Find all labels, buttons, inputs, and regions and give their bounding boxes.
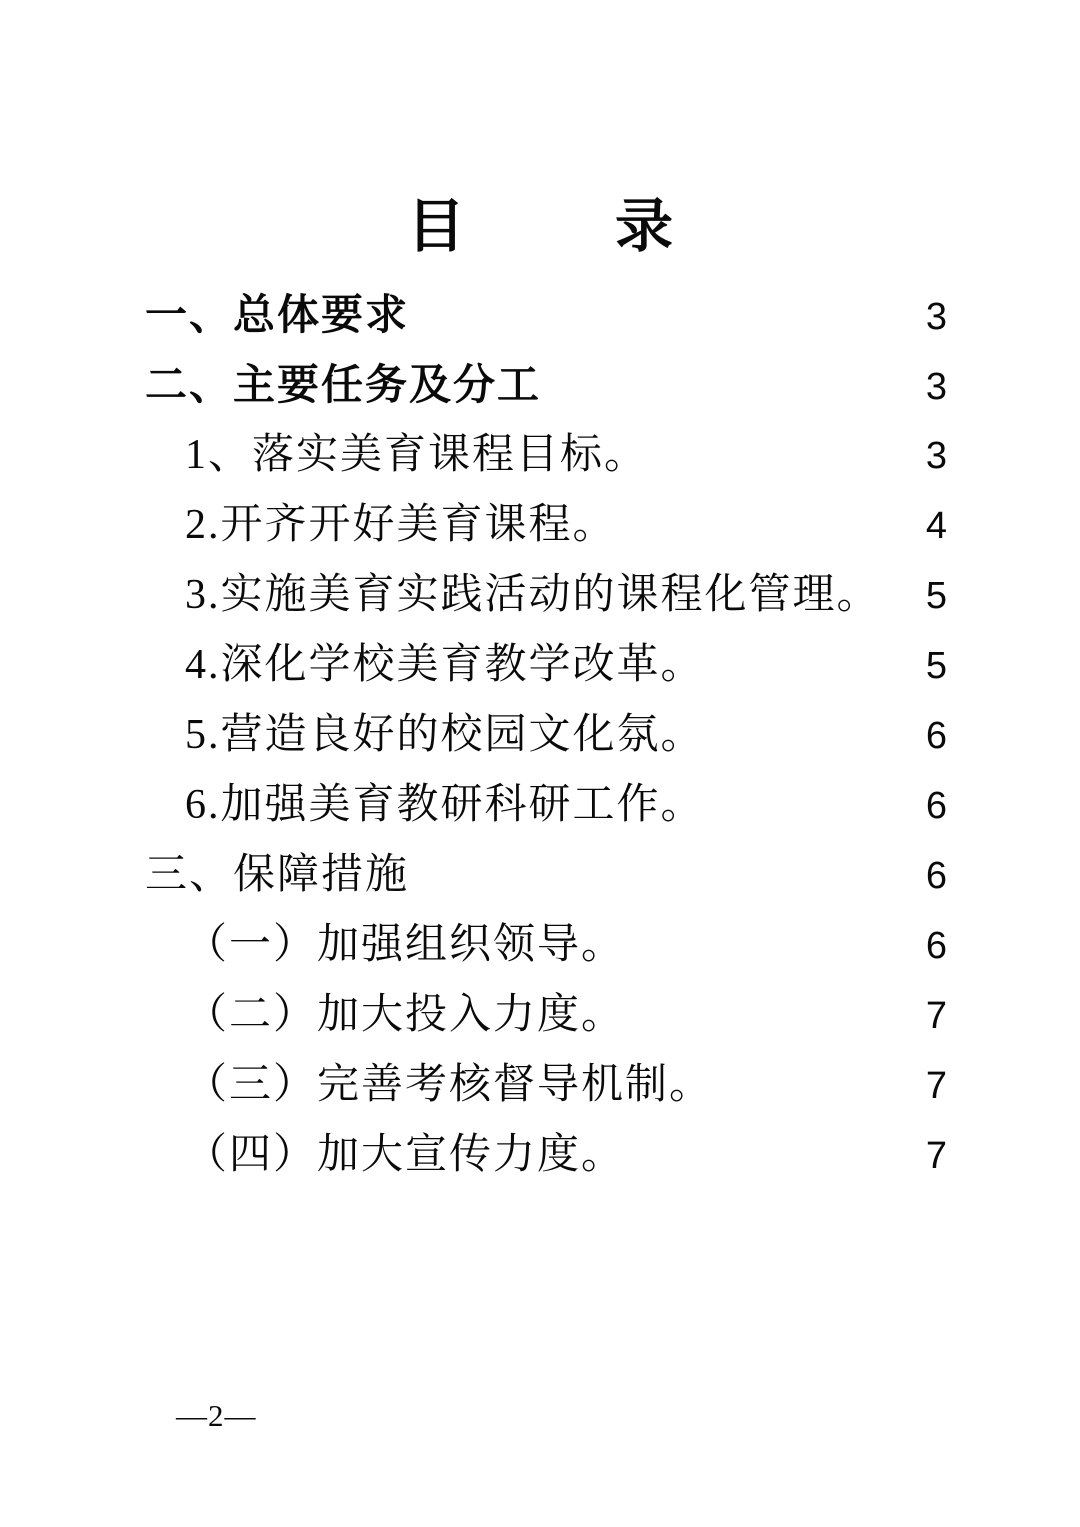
toc-entry-page: 7 [925,995,947,1037]
toc-entry-10 [145,910,947,980]
toc-entry-label: 1、落实美育课程目标。 [185,432,649,478]
toc-entry-page: 6 [925,925,947,967]
toc-entry-4 [145,490,947,560]
toc-entry-6 [145,630,947,700]
footer-page-number: —2— [176,1398,257,1433]
toc-entry-page: 3 [925,296,947,338]
toc-entry-label: 5.营造良好的校园文化氛。 [185,712,705,758]
toc-entry-label: 三、保障措施 [145,852,410,898]
toc-entry-page: 6 [925,855,947,897]
toc-entry-label: 4.深化学校美育教学改革。 [185,642,705,688]
toc-entry-label: （四）加大宣传力度。 [185,1132,626,1178]
toc-entry-12 [145,1050,947,1120]
toc-entry-page: 6 [925,715,947,757]
toc-entry-page: 7 [925,1065,947,1107]
toc-entry-label: 一、总体要求 [145,291,410,338]
toc-entry-page: 6 [925,785,947,827]
table-of-contents [145,280,947,1190]
toc-entry-5 [145,560,947,630]
title-char-mu: 目 [406,194,465,259]
toc-entry-8 [145,770,947,840]
toc-entry-11 [145,980,947,1050]
toc-entry-label: 6.加强美育教研科研工作。 [185,782,705,828]
toc-entry-label: （一）加强组织领导。 [185,922,626,968]
toc-entry-page: 3 [925,435,947,477]
page-title [0,196,1080,258]
toc-entry-page: 7 [925,1135,947,1177]
toc-entry-label: （三）完善考核督导机制。 [185,1062,714,1108]
toc-entry-page: 3 [925,366,947,408]
toc-entry-7 [145,700,947,770]
toc-entry-page: 4 [925,505,947,547]
toc-entry-page: 5 [925,645,947,687]
toc-entry-label: 2.开齐开好美育课程。 [185,502,617,548]
toc-entry-2 [145,350,947,420]
title-char-lu: 录 [615,194,674,259]
toc-entry-label: 二、主要任务及分工 [145,361,542,408]
toc-entry-1 [145,280,947,350]
toc-entry-13 [145,1120,947,1190]
toc-entry-page: 5 [925,575,947,617]
toc-entry-9 [145,840,947,910]
toc-entry-3 [145,420,947,490]
toc-entry-label: 3.实施美育实践活动的课程化管理。 [185,572,881,618]
toc-entry-label: （二）加大投入力度。 [185,992,626,1038]
